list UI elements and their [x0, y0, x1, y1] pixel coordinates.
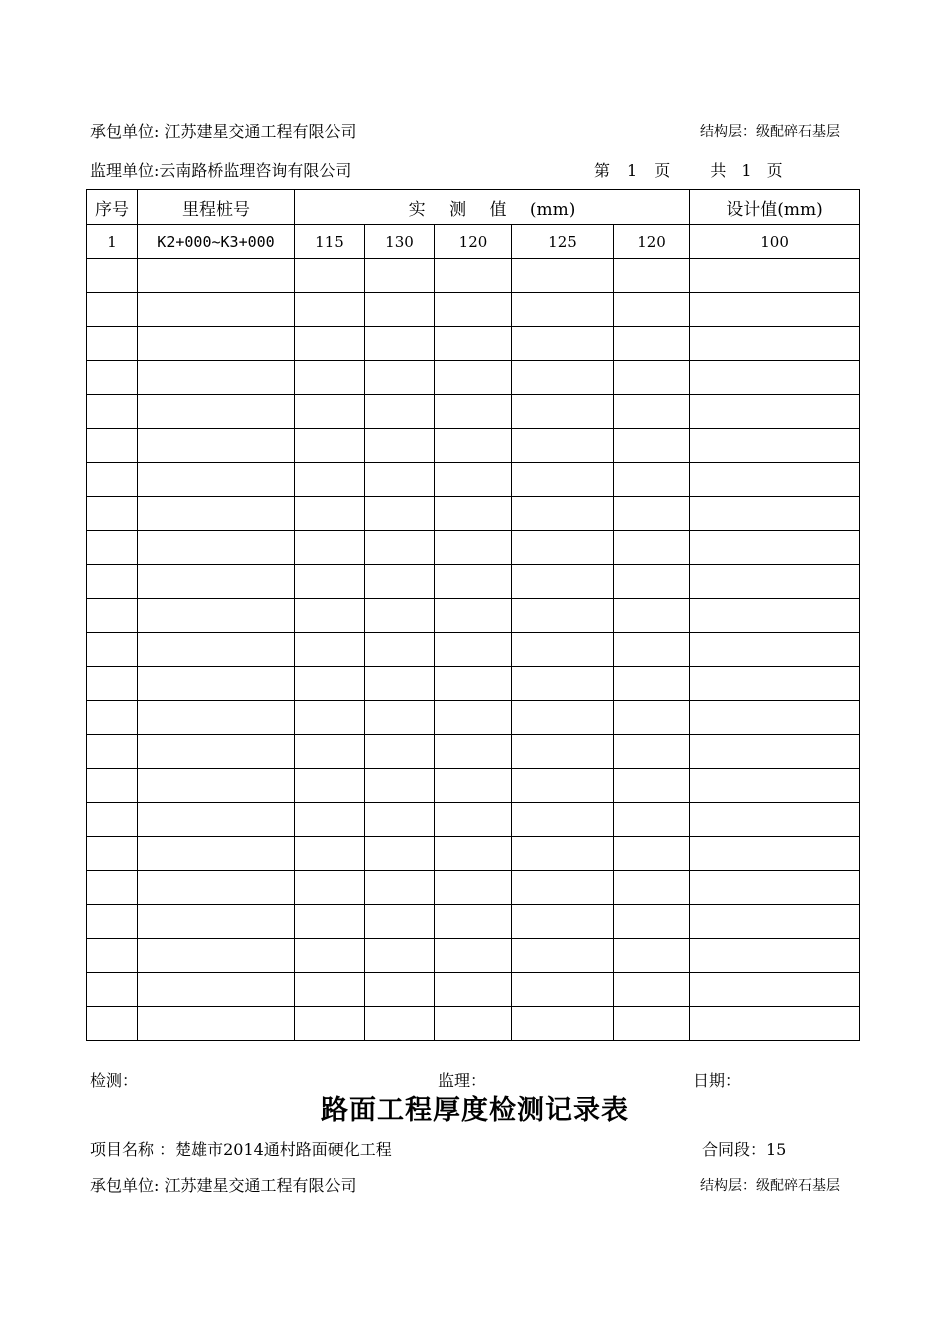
empty-cell	[614, 803, 690, 837]
empty-cell	[614, 293, 690, 327]
empty-cell	[690, 1007, 860, 1041]
empty-cell	[295, 871, 365, 905]
empty-cell	[435, 565, 512, 599]
empty-table-row	[87, 565, 860, 599]
empty-table-row	[87, 735, 860, 769]
empty-cell	[512, 361, 614, 395]
cell-measured-1: 115	[295, 225, 365, 259]
empty-cell	[87, 531, 138, 565]
empty-cell	[614, 429, 690, 463]
contract-section-label: 合同段：15	[702, 1140, 787, 1159]
empty-cell	[512, 1007, 614, 1041]
empty-cell	[614, 871, 690, 905]
header-station: 里程桩号	[138, 190, 295, 225]
empty-cell	[138, 769, 295, 803]
empty-cell	[87, 327, 138, 361]
empty-cell	[512, 293, 614, 327]
empty-cell	[512, 973, 614, 1007]
empty-cell	[87, 429, 138, 463]
page-unit: 页	[654, 161, 671, 180]
empty-cell	[512, 871, 614, 905]
date-label: 日期：	[693, 1071, 742, 1090]
empty-cell	[614, 327, 690, 361]
empty-cell	[295, 667, 365, 701]
empty-cell	[512, 769, 614, 803]
empty-table-row	[87, 395, 860, 429]
cell-design: 100	[690, 225, 860, 259]
cell-measured-3: 120	[435, 225, 512, 259]
empty-cell	[295, 531, 365, 565]
structure-layer-label: 结构层：级配碎石基层	[700, 124, 840, 140]
empty-cell	[365, 1007, 435, 1041]
empty-cell	[87, 735, 138, 769]
empty-cell	[138, 361, 295, 395]
empty-table-row	[87, 497, 860, 531]
empty-table-row	[87, 599, 860, 633]
empty-cell	[365, 701, 435, 735]
form-title: 路面工程厚度检测记录表	[321, 1095, 629, 1126]
empty-cell	[690, 429, 860, 463]
empty-cell	[614, 497, 690, 531]
total-number: 1	[741, 161, 752, 180]
empty-cell	[512, 837, 614, 871]
empty-cell	[295, 259, 365, 293]
empty-cell	[365, 361, 435, 395]
empty-cell	[690, 599, 860, 633]
empty-cell	[690, 837, 860, 871]
empty-cell	[435, 599, 512, 633]
empty-table-row	[87, 361, 860, 395]
empty-cell	[295, 701, 365, 735]
empty-cell	[512, 327, 614, 361]
empty-cell	[87, 361, 138, 395]
project-name-label: 项目名称 ：楚雄市2014通村路面硬化工程	[90, 1140, 392, 1159]
cell-seq: 1	[87, 225, 138, 259]
empty-cell	[365, 599, 435, 633]
empty-table-row	[87, 633, 860, 667]
inspector-sign-label: 检测：	[90, 1071, 139, 1090]
empty-cell	[138, 939, 295, 973]
empty-cell	[87, 463, 138, 497]
empty-cell	[690, 939, 860, 973]
empty-cell	[690, 361, 860, 395]
empty-cell	[295, 463, 365, 497]
empty-cell	[435, 633, 512, 667]
empty-cell	[435, 395, 512, 429]
empty-cell	[365, 735, 435, 769]
empty-cell	[295, 327, 365, 361]
empty-cell	[614, 837, 690, 871]
empty-cell	[512, 939, 614, 973]
empty-cell	[435, 1007, 512, 1041]
empty-table-row	[87, 327, 860, 361]
empty-cell	[435, 837, 512, 871]
empty-cell	[512, 599, 614, 633]
header-seq: 序号	[87, 190, 138, 225]
page-indicator	[594, 158, 783, 181]
empty-cell	[295, 905, 365, 939]
empty-cell	[512, 259, 614, 293]
empty-table-row	[87, 973, 860, 1007]
empty-table-row	[87, 701, 860, 735]
cell-measured-4: 125	[512, 225, 614, 259]
empty-cell	[435, 939, 512, 973]
empty-cell	[295, 293, 365, 327]
empty-cell	[87, 939, 138, 973]
empty-cell	[435, 735, 512, 769]
empty-cell	[512, 667, 614, 701]
empty-cell	[365, 973, 435, 1007]
empty-cell	[365, 463, 435, 497]
empty-table-row	[87, 769, 860, 803]
empty-cell	[87, 769, 138, 803]
empty-cell	[365, 327, 435, 361]
empty-cell	[365, 837, 435, 871]
empty-cell	[512, 429, 614, 463]
empty-table-row	[87, 259, 860, 293]
empty-cell	[512, 531, 614, 565]
empty-cell	[690, 803, 860, 837]
empty-cell	[690, 871, 860, 905]
empty-cell	[512, 463, 614, 497]
structure-layer-label-2: 结构层：级配碎石基层	[700, 1178, 840, 1194]
empty-cell	[690, 565, 860, 599]
empty-cell	[295, 633, 365, 667]
empty-cell	[295, 429, 365, 463]
empty-cell	[365, 531, 435, 565]
empty-table-row	[87, 939, 860, 973]
empty-cell	[690, 701, 860, 735]
empty-cell	[87, 599, 138, 633]
empty-cell	[87, 837, 138, 871]
empty-cell	[138, 259, 295, 293]
contractor-label-2: 承包单位: 江苏建星交通工程有限公司	[90, 1176, 357, 1195]
empty-cell	[614, 735, 690, 769]
empty-cell	[614, 939, 690, 973]
empty-cell	[295, 1007, 365, 1041]
empty-cell	[365, 497, 435, 531]
empty-table-row	[87, 429, 860, 463]
supervisor-label: 监理单位:云南路桥监理咨询有限公司	[90, 161, 352, 180]
empty-cell	[690, 735, 860, 769]
empty-cell	[365, 667, 435, 701]
cell-measured-5: 120	[614, 225, 690, 259]
empty-cell	[365, 633, 435, 667]
empty-table-row	[87, 293, 860, 327]
empty-table-row	[87, 837, 860, 871]
empty-cell	[295, 769, 365, 803]
empty-cell	[435, 429, 512, 463]
empty-cell	[435, 259, 512, 293]
empty-cell	[512, 735, 614, 769]
empty-cell	[295, 565, 365, 599]
page-label: 第	[594, 161, 611, 180]
empty-cell	[138, 803, 295, 837]
table-header-row	[87, 190, 860, 225]
empty-cell	[512, 633, 614, 667]
empty-cell	[138, 565, 295, 599]
empty-cell	[138, 599, 295, 633]
empty-table-row	[87, 463, 860, 497]
empty-cell	[138, 973, 295, 1007]
empty-cell	[435, 327, 512, 361]
empty-cell	[138, 497, 295, 531]
empty-cell	[87, 803, 138, 837]
empty-cell	[690, 531, 860, 565]
empty-cell	[87, 667, 138, 701]
empty-cell	[690, 633, 860, 667]
empty-cell	[435, 497, 512, 531]
empty-cell	[87, 259, 138, 293]
empty-cell	[87, 1007, 138, 1041]
thickness-table	[86, 189, 860, 1041]
empty-cell	[138, 327, 295, 361]
empty-table-row	[87, 803, 860, 837]
empty-cell	[365, 769, 435, 803]
empty-cell	[435, 667, 512, 701]
empty-cell	[614, 1007, 690, 1041]
empty-cell	[138, 871, 295, 905]
empty-table-row	[87, 1007, 860, 1041]
empty-cell	[295, 361, 365, 395]
empty-cell	[138, 429, 295, 463]
empty-cell	[295, 735, 365, 769]
empty-cell	[295, 395, 365, 429]
empty-cell	[138, 1007, 295, 1041]
empty-cell	[435, 293, 512, 327]
empty-cell	[138, 905, 295, 939]
empty-cell	[295, 837, 365, 871]
empty-cell	[138, 293, 295, 327]
empty-cell	[435, 531, 512, 565]
empty-cell	[435, 871, 512, 905]
empty-cell	[87, 905, 138, 939]
empty-cell	[614, 667, 690, 701]
empty-table-row	[87, 905, 860, 939]
page-number: 1	[627, 161, 638, 180]
empty-cell	[365, 259, 435, 293]
empty-cell	[614, 905, 690, 939]
empty-cell	[690, 395, 860, 429]
empty-cell	[295, 599, 365, 633]
empty-cell	[614, 633, 690, 667]
empty-table-row	[87, 871, 860, 905]
empty-cell	[614, 701, 690, 735]
empty-cell	[435, 905, 512, 939]
empty-cell	[614, 599, 690, 633]
header-measured: 实 测 值 (mm)	[295, 190, 690, 225]
empty-cell	[435, 973, 512, 1007]
empty-cell	[138, 667, 295, 701]
empty-cell	[87, 565, 138, 599]
total-label: 共	[710, 161, 727, 180]
empty-cell	[690, 259, 860, 293]
empty-cell	[365, 429, 435, 463]
empty-cell	[512, 565, 614, 599]
empty-cell	[614, 565, 690, 599]
empty-cell	[614, 531, 690, 565]
empty-cell	[87, 701, 138, 735]
empty-cell	[365, 905, 435, 939]
empty-cell	[87, 497, 138, 531]
empty-cell	[690, 769, 860, 803]
empty-cell	[614, 259, 690, 293]
empty-cell	[87, 293, 138, 327]
empty-cell	[614, 361, 690, 395]
contractor-label: 承包单位: 江苏建星交通工程有限公司	[90, 122, 357, 141]
empty-cell	[690, 293, 860, 327]
empty-cell	[435, 803, 512, 837]
empty-cell	[138, 633, 295, 667]
empty-cell	[365, 293, 435, 327]
empty-cell	[87, 973, 138, 1007]
empty-cell	[512, 497, 614, 531]
empty-cell	[614, 769, 690, 803]
empty-cell	[690, 973, 860, 1007]
empty-cell	[435, 463, 512, 497]
empty-cell	[690, 905, 860, 939]
empty-cell	[138, 531, 295, 565]
empty-cell	[365, 565, 435, 599]
total-unit: 页	[766, 161, 783, 180]
empty-cell	[512, 395, 614, 429]
empty-cell	[435, 701, 512, 735]
empty-cell	[295, 497, 365, 531]
empty-cell	[435, 361, 512, 395]
empty-cell	[614, 463, 690, 497]
empty-cell	[512, 701, 614, 735]
empty-cell	[138, 463, 295, 497]
header-design: 设计值(mm)	[690, 190, 860, 225]
empty-cell	[138, 701, 295, 735]
empty-cell	[87, 395, 138, 429]
empty-cell	[614, 973, 690, 1007]
cell-station: K2+000~K3+000	[138, 225, 295, 259]
supervisor-sign-label: 监理：	[438, 1071, 487, 1090]
empty-cell	[295, 939, 365, 973]
empty-cell	[87, 871, 138, 905]
empty-cell	[365, 803, 435, 837]
empty-cell	[87, 633, 138, 667]
empty-cell	[614, 395, 690, 429]
empty-cell	[690, 327, 860, 361]
empty-cell	[690, 667, 860, 701]
empty-cell	[365, 871, 435, 905]
empty-cell	[138, 395, 295, 429]
empty-cell	[138, 735, 295, 769]
empty-cell	[435, 769, 512, 803]
empty-cell	[138, 837, 295, 871]
empty-cell	[365, 939, 435, 973]
empty-cell	[365, 395, 435, 429]
empty-cell	[512, 803, 614, 837]
table-row	[87, 225, 860, 259]
empty-cell	[295, 973, 365, 1007]
empty-cell	[512, 905, 614, 939]
empty-table-row	[87, 531, 860, 565]
empty-cell	[690, 463, 860, 497]
empty-table-row	[87, 667, 860, 701]
empty-cell	[295, 803, 365, 837]
cell-measured-2: 130	[365, 225, 435, 259]
empty-cell	[690, 497, 860, 531]
